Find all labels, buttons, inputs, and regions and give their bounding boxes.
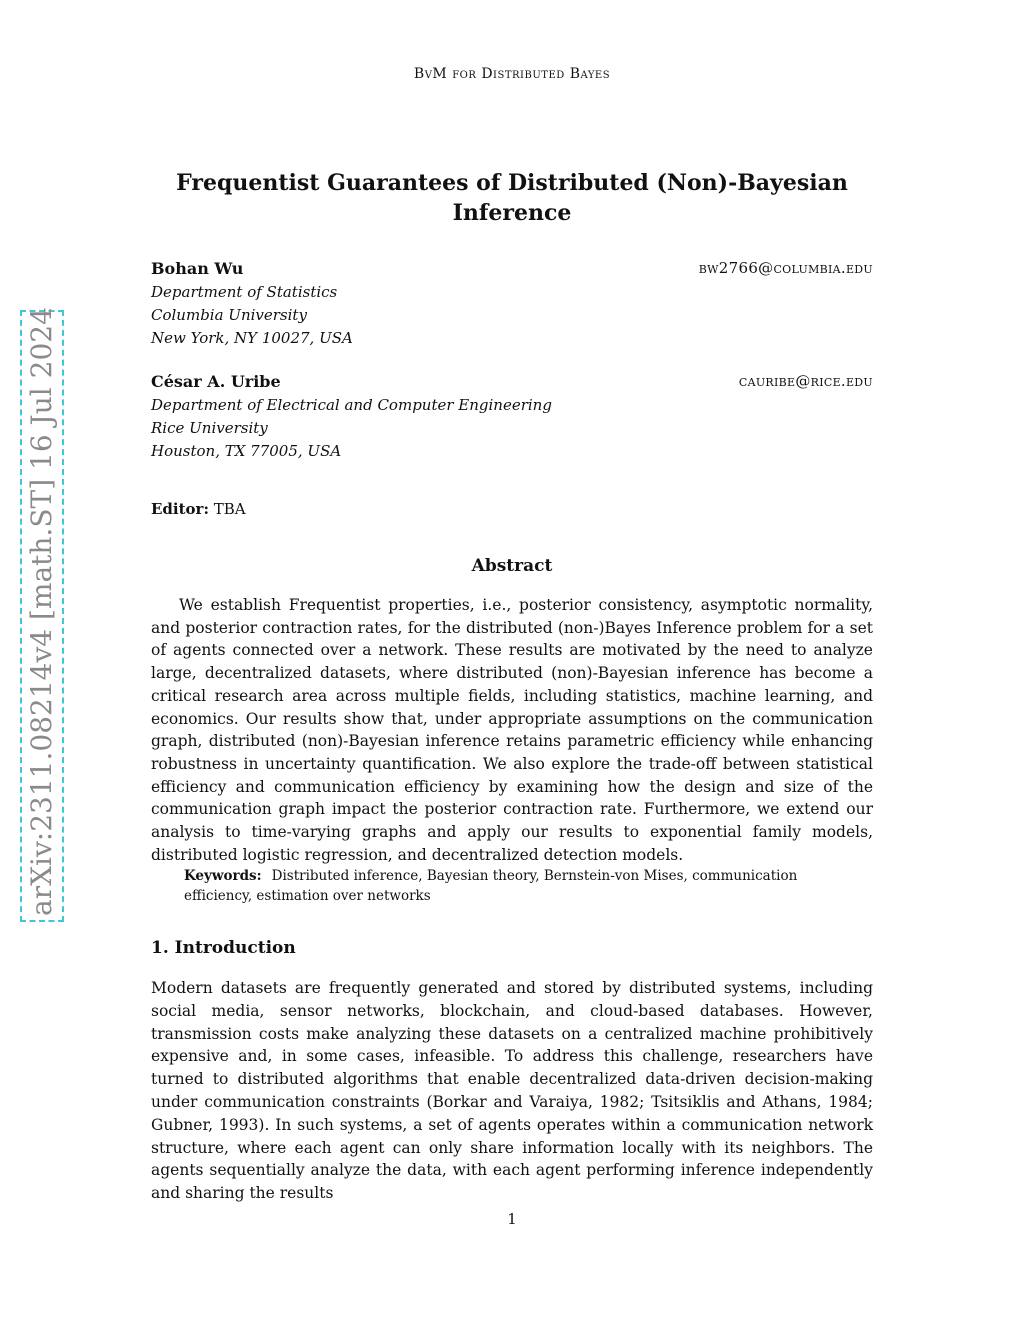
page-number: 1	[507, 1210, 517, 1228]
editor-value: TBA	[213, 500, 246, 518]
author-address: Houston, TX 77005, USA	[151, 442, 342, 460]
keywords-label: Keywords:	[184, 868, 262, 884]
keywords-text: Distributed inference, Bayesian theory, Bernstein-von Mises, communication efficiency, estimation over networks	[184, 868, 798, 904]
author-address: New York, NY 10027, USA	[151, 329, 353, 347]
author-institution: Columbia University	[151, 306, 307, 324]
introduction-text: Modern datasets are frequently generated and stored by distributed systems, including social media, sensor networks, blockchain, and cloud-based databases. However, transmission costs make analyzing these datasets on a centralized machine prohibitively expensive and, in some cases, infeasible. To address this challenge, researchers have turned to distributed algorithms that enable decentralized data-driven decision-making under communication constraints (Borkar and Varaiya, 1982; Tsitsiklis and Athans, 1984; Gubner, 1993). In such systems, a set of agents operates within a communication network structure, where each agent can only share information locally with its neighbors. The agents sequentially analyze the data, with each agent performing inference independently and sharing the results	[151, 979, 873, 1203]
author-name: César A. Uribe	[151, 372, 281, 391]
editor-line	[151, 500, 246, 518]
author-name: Bohan Wu	[151, 259, 244, 278]
paper-title: Frequentist Guarantees of Distributed (Non)-Bayesian Inference	[176, 170, 848, 226]
author-block-1	[151, 257, 873, 350]
editor-label: Editor:	[151, 500, 209, 518]
arxiv-identifier[interactable]: arXiv:2311.08214v4 [math.ST] 16 Jul 2024	[25, 307, 58, 916]
author-department: Department of Electrical and Computer Engineering	[151, 396, 552, 414]
running-head: BvM for Distributed Bayes	[413, 66, 611, 82]
author-email[interactable]: bw2766@columbia.edu	[698, 259, 873, 277]
author-block-2	[151, 370, 873, 463]
abstract-text: We establish Frequentist properties, i.e., posterior consistency, asymptotic normality, and posterior contraction rates, for the distributed (non-)Bayes Inference problem for a set of agents connected over a network. These results are motivated by the need to analyze large, decentralized datasets, where distributed (non)-Bayesian inference has become a critical research area across multiple fields, including statistics, machine learning, and economics. Our results show that, under appropriate assumptions on the communication graph, distributed (non)-Bayesian inference retains parametric efficiency while enhancing robustness in uncertainty quantification. We also explore the trade-off between statistical efficiency and communication efficiency by examining how the design and size of the communication graph impact the posterior contraction rate. Furthermore, we extend our analysis to time-varying graphs and apply our results to exponential family models, distributed logistic regression, and decentralized detection models.	[151, 596, 873, 864]
author-department: Department of Statistics	[151, 283, 338, 301]
section-heading-introduction: 1. Introduction	[151, 938, 296, 958]
author-email[interactable]: cauribe@rice.edu	[738, 372, 873, 390]
abstract-heading: Abstract	[471, 556, 553, 576]
keywords	[184, 866, 844, 906]
author-institution: Rice University	[151, 419, 268, 437]
